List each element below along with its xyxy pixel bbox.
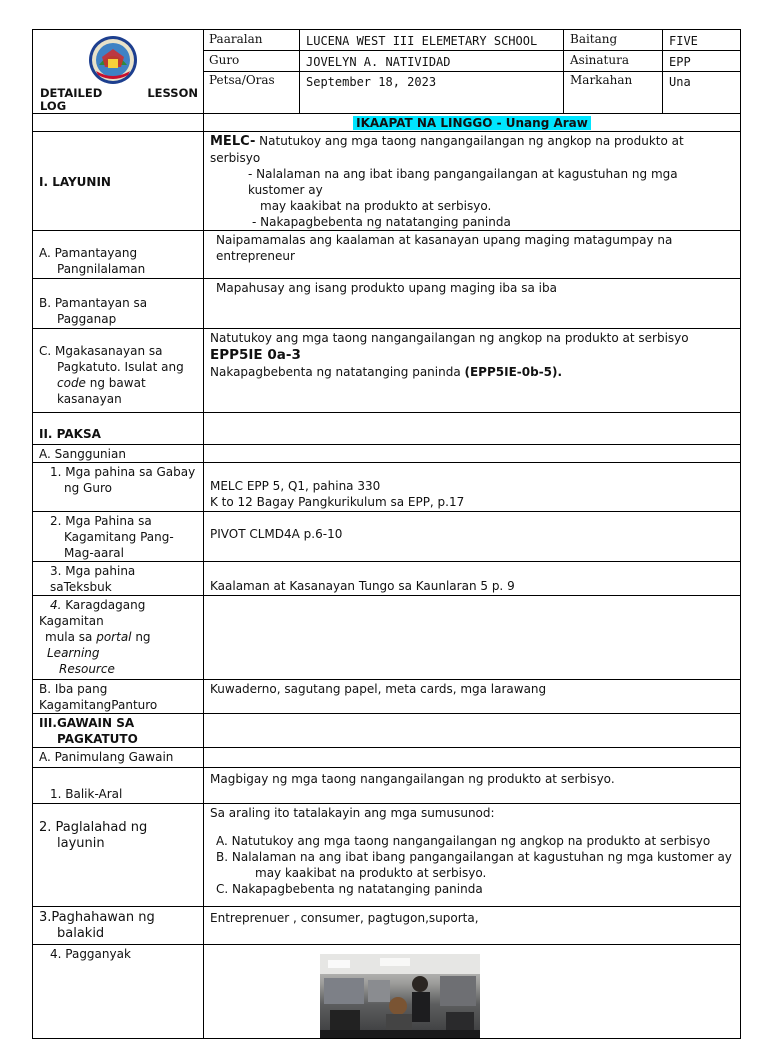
- week-banner: IKAAPAT NA LINGGO - Unang Araw: [353, 116, 591, 130]
- kasanayan-code-1: EPP5IE 0a-3: [210, 347, 301, 363]
- panimulang-row: [33, 748, 741, 768]
- kasanayan-code-2: (EPP5IE-0b-5).: [464, 365, 563, 379]
- school-label: Paaralan: [209, 32, 263, 46]
- kasanayan-line-2: Nakapagbebenta ng natatanging paninda: [210, 365, 465, 379]
- sanggunian-label: A. Sanggunian: [39, 447, 126, 461]
- layunin-line-2: - Nalalaman na ang ibat ibang pangangailangan at kagustuhan ng mga kustomer ay: [248, 167, 678, 197]
- teksbuk-label: 3. Mga pahina saTeksbuk: [50, 564, 136, 594]
- paglalahad-label-2: layunin: [57, 836, 105, 851]
- paglalahad-item-b1: B. Nalalaman na ang ibat ibang pangangailangan at kagustuhan ng mga kustomer ay: [216, 850, 732, 864]
- kasanayan-line-1: Natutukoy ang mga taong nangangailangan ng angkop na produkto at serbisyo: [210, 331, 689, 345]
- kasanayan-label-code: code: [57, 376, 86, 390]
- melc-label: MELC-: [210, 134, 256, 149]
- iba-pang-row: [33, 680, 741, 714]
- week-banner-row: [33, 114, 741, 132]
- layunin-label: I. LAYUNIN: [39, 174, 111, 189]
- subject-label: Asinatura: [570, 53, 629, 67]
- lesson-table: [32, 113, 741, 1039]
- gabay-value-1: MELC EPP 5, Q1, pahina 330: [210, 479, 381, 493]
- paglalahad-row: [33, 804, 741, 907]
- kasanayan-label-2: Pagkatuto. Isulat ang: [57, 360, 184, 374]
- doc-title-word-1: DETAILED: [40, 86, 103, 100]
- kagamitan-row: [33, 512, 741, 562]
- gabay-label-2: ng Guro: [64, 481, 112, 495]
- kasanayan-label-4: kasanayan: [57, 392, 122, 406]
- paglalahad-item-c: C. Nakapagbebenta ng natatanging paninda: [216, 882, 483, 896]
- melc-text: Natutukoy ang mga taong nangangailangan ng angkop na produkto at serbisyo: [210, 134, 684, 165]
- kasanayan-row: [33, 329, 741, 413]
- gawain-label-2: PAGKATUTO: [57, 732, 138, 746]
- gabay-label-1: 1. Mga pahina sa Gabay: [50, 465, 196, 479]
- kagamitan-label-1: 2. Mga Pahina sa: [50, 514, 152, 528]
- pagganyak-label: 4. Pagganyak: [50, 947, 131, 961]
- karagdagang-label-4: Learning: [47, 646, 100, 660]
- panimulang-label: A. Panimulang Gawain: [39, 750, 174, 764]
- pamantayang-row: [33, 231, 741, 279]
- grade-label: Baitang: [570, 32, 618, 46]
- paglalahad-label-1: 2. Paglalahad ng: [39, 820, 148, 835]
- gabay-value-2: K to 12 Bagay Pangkurikulum sa EPP, p.17: [210, 495, 465, 509]
- kasanayan-label-1: C. Mgakasanayan sa: [39, 344, 163, 358]
- paghahawan-label-1: 3.Paghahawan ng: [39, 910, 155, 925]
- balik-aral-value: Magbigay ng mga taong nangangailangan ng produkto at serbisyo.: [210, 772, 615, 786]
- lesson-log-page: [32, 29, 741, 998]
- sanggunian-row: [33, 445, 741, 463]
- date-value: September 18, 2023: [306, 75, 437, 89]
- paglalahad-intro: Sa araling ito tatalakayin ang mga sumusunod:: [210, 806, 495, 820]
- iba-pang-label-2: KagamitangPanturo: [39, 698, 158, 712]
- karagdagang-num: 4.: [50, 598, 62, 612]
- teksbuk-row: [33, 562, 741, 596]
- salon-photo: [320, 954, 480, 1038]
- school-value: LUCENA WEST III ELEMETARY SCHOOL: [306, 34, 538, 48]
- karagdagang-label-2: Kagamitan: [39, 614, 104, 628]
- paglalahad-item-a: A. Natutukoy ang mga taong nangangailangan ng angkop na produkto at serbisyo: [216, 834, 711, 848]
- kagamitan-value: PIVOT CLMD4A p.6-10: [210, 527, 343, 541]
- pamantayan-row: [33, 279, 741, 329]
- paghahawan-label-2: balakid: [57, 926, 105, 941]
- iba-pang-label-1: B. Iba pang: [39, 682, 108, 696]
- iba-pang-value: Kuwaderno, sagutang papel, meta cards, mga larawang: [210, 682, 547, 696]
- layunin-line-4: - Nakapagbebenta ng natatanging paninda: [252, 215, 511, 229]
- karagdagang-label-3-pre: mula sa: [45, 630, 97, 644]
- balik-aral-row: [33, 768, 741, 804]
- paghahawan-row: [33, 907, 741, 945]
- quarter-value: Una: [669, 75, 691, 89]
- pagganyak-row: [33, 945, 741, 1039]
- teacher-value: JOVELYN A. NATIVIDAD: [306, 55, 451, 69]
- gabay-row: [33, 463, 741, 512]
- karagdagang-label-1: Karagdagang: [61, 598, 146, 612]
- karagdagang-label-3-post: ng: [131, 630, 151, 644]
- grade-value: FIVE: [669, 34, 698, 48]
- pamantayang-label-2: Pangnilalaman: [57, 262, 146, 276]
- paghahawan-value: Entreprenuer , consumer, pagtugon,suporta,: [210, 911, 479, 925]
- karagdagang-row: [33, 596, 741, 680]
- document-title: [40, 87, 198, 113]
- kagamitan-label-3: Mag-aaral: [64, 546, 124, 560]
- kagamitan-label-2: Kagamitang Pang-: [64, 530, 174, 544]
- paglalahad-item-b2: may kaakibat na produkto at serbisyo.: [255, 866, 487, 880]
- layunin-row: [33, 132, 741, 231]
- gawain-label-1: III.GAWAIN SA: [39, 716, 135, 730]
- layunin-line-3: may kaakibat na produkto at serbisyo.: [260, 199, 492, 213]
- doc-title-word-2: LESSON: [147, 86, 198, 100]
- pamantayang-value: Naipamamalas ang kaalaman at kasanayan upang maging matagumpay na entrepreneur: [216, 233, 673, 263]
- date-label: Petsa/Oras: [209, 73, 275, 87]
- quarter-label: Markahan: [570, 73, 633, 87]
- balik-aral-label: 1. Balik-Aral: [50, 787, 123, 801]
- teksbuk-value: Kaalaman at Kasanayan Tungo sa Kaunlaran 5 p. 9: [210, 579, 515, 593]
- karagdagang-portal: portal: [96, 630, 132, 644]
- gawain-row: [33, 714, 741, 748]
- doc-title-word-3: LOG: [40, 99, 67, 113]
- pamantayang-label-1: A. Pamantayang: [39, 246, 138, 260]
- paksa-row: [33, 413, 741, 445]
- teacher-label: Guro: [209, 53, 240, 67]
- school-seal-logo: [88, 35, 138, 85]
- paksa-label: II. PAKSA: [39, 427, 101, 441]
- karagdagang-label-5: Resource: [59, 662, 115, 676]
- pamantayan-label-2: Pagganap: [57, 312, 117, 326]
- pamantayan-value: Mapahusay ang isang produkto upang maging iba sa iba: [216, 281, 557, 295]
- pamantayan-label-1: B. Pamantayan sa: [39, 296, 148, 310]
- kasanayan-label-3: ng bawat: [85, 376, 146, 390]
- subject-value: EPP: [669, 55, 691, 69]
- header-table: [32, 29, 741, 113]
